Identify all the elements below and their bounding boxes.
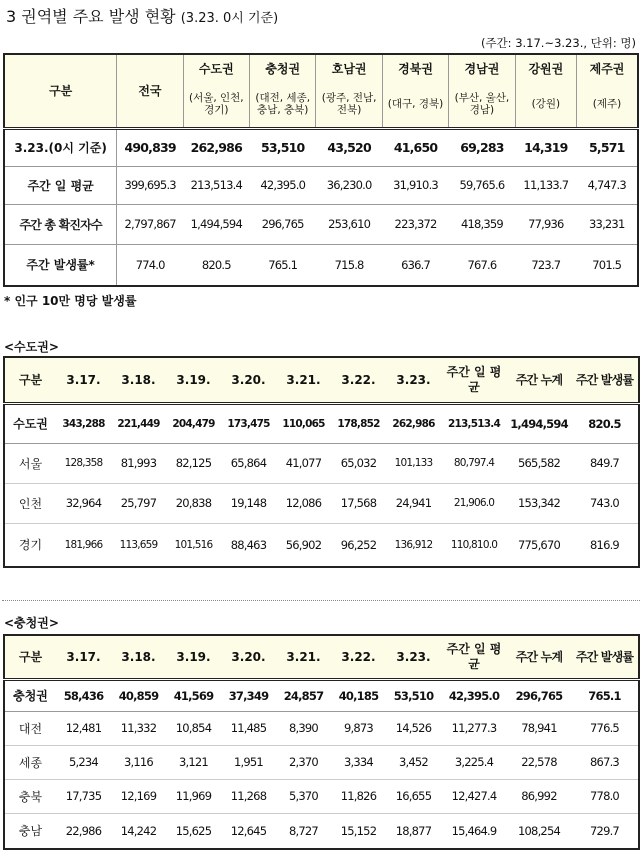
chungcheong-cell: 3,121: [166, 745, 221, 779]
summary-cell: 636.7: [401, 257, 430, 272]
sudo-header-cell: 주간 누계: [507, 357, 571, 403]
summary-cell: 59,765.6: [449, 166, 515, 204]
chungcheong-cell: 17,735: [56, 779, 111, 813]
summary-header-region-sub: (대전, 세종, 충남, 충북): [250, 82, 316, 128]
sudo-row: [4, 443, 639, 483]
sudo-cell: 775,670: [518, 537, 560, 552]
chungcheong-cell: 3,225.4: [441, 745, 507, 779]
sudo-header-cell: 3.23.: [386, 357, 441, 403]
sudo-cell: 343,288: [56, 403, 111, 443]
sudo-cell: 213,513.4: [441, 403, 507, 443]
sudo-cell: 56,902: [285, 537, 322, 552]
chungcheong-row-label: 충남: [18, 824, 43, 839]
sudo-cell: 565,582: [507, 443, 571, 483]
chungcheong-cell: 12,169: [111, 779, 166, 813]
chungcheong-row: [4, 679, 639, 711]
section-title-chungcheong: <충청권>: [4, 616, 59, 630]
chungcheong-header-cell: 3.22.: [331, 635, 386, 679]
chungcheong-cell: 22,578: [507, 745, 571, 779]
sudo-cell: 17,568: [331, 483, 386, 523]
summary-header-region-sub: (강원): [515, 82, 576, 128]
chungcheong-cell: 22,986: [65, 823, 102, 838]
chungcheong-cell: 37,349: [221, 679, 276, 711]
summary-cell: 715.8: [334, 257, 364, 272]
chungcheong-cell: 3,116: [111, 745, 166, 779]
sudo-header-cell: 3.22.: [331, 357, 386, 403]
chungcheong-cell: 78,941: [507, 711, 571, 745]
sudo-cell: 153,342: [507, 483, 571, 523]
chungcheong-header-cell: 3.23.: [386, 635, 441, 679]
chungcheong-table: [3, 634, 640, 850]
sudo-cell: 25,797: [111, 483, 166, 523]
summary-table: [3, 53, 639, 287]
summary-cell: 213,513.4: [183, 166, 249, 204]
sudo-row: [4, 403, 639, 443]
summary-cell: 418,359: [449, 204, 515, 244]
summary-cell: 4,747.3: [577, 166, 638, 204]
summary-cell: 41,650: [382, 128, 448, 166]
summary-row: [4, 166, 638, 204]
summary-header-region: 충청권: [250, 54, 316, 82]
chungcheong-cell: 12,645: [230, 823, 267, 838]
sudo-cell: 65,864: [221, 443, 276, 483]
divider: [2, 600, 640, 601]
chungcheong-cell: 108,254: [518, 823, 560, 838]
summary-cell: 253,610: [316, 204, 382, 244]
sudo-cell: 204,479: [166, 403, 221, 443]
chungcheong-cell: 765.1: [571, 679, 639, 711]
chungcheong-row-label: 충청권: [4, 679, 56, 711]
chungcheong-header-cell: 3.19.: [166, 635, 221, 679]
chungcheong-cell: 5,370: [276, 779, 331, 813]
chungcheong-cell: 15,464.9: [451, 823, 497, 838]
chungcheong-row: [4, 711, 639, 745]
sudo-cell: 20,838: [166, 483, 221, 523]
sudo-cell: 88,463: [230, 537, 267, 552]
sudo-cell: 101,516: [174, 538, 213, 551]
sudo-cell: 849.7: [571, 443, 639, 483]
summary-row-label: 주간 일 평균: [4, 166, 117, 204]
sudo-cell: 743.0: [571, 483, 639, 523]
summary-cell: 11,133.7: [515, 166, 576, 204]
sudo-cell: 1,494,594: [507, 403, 571, 443]
footnote: * 인구 10만 명당 발생률: [4, 294, 137, 308]
page-title: 3 권역별 주요 발생 현황 (3.23. 0시 기준): [6, 7, 279, 26]
summary-cell: 701.5: [592, 257, 622, 272]
chungcheong-row: [4, 745, 639, 779]
summary-cell: 31,910.3: [382, 166, 448, 204]
chungcheong-header-cell: 3.18.: [111, 635, 166, 679]
sudo-header-cell: 3.19.: [166, 357, 221, 403]
sudo-row-label: 경기: [18, 538, 43, 553]
sudo-cell: 96,252: [340, 537, 377, 552]
sudo-cell: 41,077: [276, 443, 331, 483]
summary-header-region: 호남권: [316, 54, 382, 82]
summary-header-region-sub: (제주): [577, 82, 638, 128]
sudo-header-row: [4, 357, 639, 403]
sudo-row-label: 인천: [4, 483, 56, 523]
sudo-table: [3, 356, 640, 568]
summary-header-region: 강원권: [515, 54, 576, 82]
sudo-row: [4, 523, 639, 567]
summary-row: [4, 244, 638, 286]
chungcheong-cell: 18,877: [395, 823, 432, 838]
chungcheong-cell: 14,242: [120, 823, 157, 838]
sudo-cell: 101,133: [386, 443, 441, 483]
sudo-cell: 178,852: [331, 403, 386, 443]
period-note: (주간: 3.17.~3.23., 단위: 명): [480, 36, 636, 50]
chungcheong-cell: 16,655: [386, 779, 441, 813]
summary-cell: 69,283: [449, 128, 515, 166]
chungcheong-cell: 8,727: [289, 823, 318, 838]
chungcheong-cell: 729.7: [590, 823, 619, 838]
sudo-cell: 820.5: [571, 403, 639, 443]
sudo-cell: 173,475: [221, 403, 276, 443]
summary-header-national: 전국: [117, 54, 183, 128]
summary-cell: 42,395.0: [250, 166, 316, 204]
sudo-cell: 262,986: [386, 403, 441, 443]
sudo-cell: 113,659: [119, 538, 158, 551]
chungcheong-row-label: 대전: [4, 711, 56, 745]
summary-row-label: 주간 발생률*: [4, 244, 117, 286]
summary-cell: 33,231: [577, 204, 638, 244]
summary-cell: 1,494,594: [183, 204, 249, 244]
summary-cell: 262,986: [183, 128, 249, 166]
chungcheong-cell: 8,390: [276, 711, 331, 745]
summary-cell: 820.5: [201, 257, 231, 272]
sudo-cell: 65,032: [331, 443, 386, 483]
summary-cell: 767.6: [467, 257, 497, 272]
chungcheong-cell: 40,859: [111, 679, 166, 711]
chungcheong-cell: 12,481: [56, 711, 111, 745]
chungcheong-cell: 15,625: [175, 823, 212, 838]
chungcheong-row: [4, 813, 639, 849]
summary-cell: 36,230.0: [316, 166, 382, 204]
chungcheong-cell: 867.3: [571, 745, 639, 779]
chungcheong-cell: 53,510: [386, 679, 441, 711]
sudo-cell: 110,065: [276, 403, 331, 443]
summary-header-region: 제주권: [577, 54, 638, 82]
chungcheong-cell: 296,765: [507, 679, 571, 711]
chungcheong-cell: 14,526: [386, 711, 441, 745]
chungcheong-header-cell: 구분: [4, 635, 56, 679]
chungcheong-cell: 778.0: [571, 779, 639, 813]
chungcheong-cell: 776.5: [571, 711, 639, 745]
summary-row-label: 주간 총 확진자수: [4, 204, 117, 244]
chungcheong-cell: 11,485: [221, 711, 276, 745]
chungcheong-cell: 40,185: [331, 679, 386, 711]
summary-header-region-sub: (광주, 전남, 전북): [316, 82, 382, 128]
chungcheong-cell: 10,854: [166, 711, 221, 745]
sudo-header-cell: 주간 발생률: [571, 357, 639, 403]
summary-cell: 296,765: [250, 204, 316, 244]
sudo-cell: 181,966: [64, 538, 103, 551]
chungcheong-cell: 41,569: [166, 679, 221, 711]
chungcheong-cell: 3,334: [331, 745, 386, 779]
chungcheong-cell: 12,427.4: [441, 779, 507, 813]
summary-header-label: 구분: [4, 54, 117, 128]
summary-cell: 765.1: [268, 257, 298, 272]
sudo-cell: 136,912: [394, 538, 433, 551]
chungcheong-header-cell: 주간 일 평균: [441, 635, 507, 679]
chungcheong-header-cell: 주간 누계: [507, 635, 571, 679]
summary-cell: 53,510: [250, 128, 316, 166]
summary-cell: 723.7: [531, 257, 561, 272]
section-title-sudo: <수도권>: [4, 340, 59, 354]
summary-header-row: [4, 54, 638, 82]
sudo-cell: 21,906.0: [441, 483, 507, 523]
chungcheong-row: [4, 779, 639, 813]
sudo-cell: 128,358: [56, 443, 111, 483]
chungcheong-cell: 9,873: [331, 711, 386, 745]
summary-header-region-sub: (서울, 인천, 경기): [183, 82, 249, 128]
chungcheong-header-cell: 3.21.: [276, 635, 331, 679]
summary-cell: 223,372: [382, 204, 448, 244]
summary-row: [4, 204, 638, 244]
chungcheong-cell: 11,826: [331, 779, 386, 813]
chungcheong-cell: 11,268: [221, 779, 276, 813]
sudo-row-label: 서울: [4, 443, 56, 483]
sudo-cell: 816.9: [590, 537, 619, 552]
sudo-cell: 32,964: [56, 483, 111, 523]
chungcheong-cell: 58,436: [56, 679, 111, 711]
summary-cell: 774.0: [135, 257, 165, 272]
summary-cell: 2,797,867: [117, 204, 183, 244]
sudo-cell: 82,125: [166, 443, 221, 483]
sudo-header-cell: 구분: [4, 357, 56, 403]
sudo-header-cell: 3.20.: [221, 357, 276, 403]
chungcheong-cell: 42,395.0: [441, 679, 507, 711]
sudo-row-label: 수도권: [4, 403, 56, 443]
chungcheong-cell: 1,951: [221, 745, 276, 779]
chungcheong-row-label: 충북: [4, 779, 56, 813]
chungcheong-cell: 2,370: [276, 745, 331, 779]
chungcheong-header-cell: 3.17.: [56, 635, 111, 679]
chungcheong-cell: 3,452: [386, 745, 441, 779]
summary-cell: 77,936: [515, 204, 576, 244]
sudo-header-cell: 3.18.: [111, 357, 166, 403]
chungcheong-cell: 11,969: [166, 779, 221, 813]
summary-cell: 490,839: [117, 128, 183, 166]
summary-row-label: 3.23.(0시 기준): [4, 128, 117, 166]
summary-header-region: 경남권: [449, 54, 515, 82]
sudo-header-cell: 주간 일 평균: [441, 357, 507, 403]
sudo-header-cell: 3.17.: [56, 357, 111, 403]
summary-header-region-sub: (부산, 울산, 경남): [449, 82, 515, 128]
chungcheong-cell: 15,152: [340, 823, 377, 838]
sudo-header-cell: 3.21.: [276, 357, 331, 403]
sudo-cell: 80,797.4: [441, 443, 507, 483]
sudo-cell: 110,810.0: [450, 538, 498, 551]
chungcheong-header-row: [4, 635, 639, 679]
summary-cell: 5,571: [577, 128, 638, 166]
chungcheong-header-cell: 3.20.: [221, 635, 276, 679]
sudo-cell: 221,449: [111, 403, 166, 443]
summary-header-region: 경북권: [382, 54, 448, 82]
chungcheong-cell: 24,857: [276, 679, 331, 711]
sudo-cell: 12,086: [276, 483, 331, 523]
chungcheong-cell: 86,992: [507, 779, 571, 813]
summary-cell: 14,319: [515, 128, 576, 166]
chungcheong-cell: 11,332: [111, 711, 166, 745]
sudo-row: [4, 483, 639, 523]
sudo-cell: 24,941: [386, 483, 441, 523]
summary-cell: 399,695.3: [117, 166, 183, 204]
sudo-cell: 19,148: [221, 483, 276, 523]
summary-header-region: 수도권: [183, 54, 249, 82]
chungcheong-cell: 11,277.3: [441, 711, 507, 745]
chungcheong-row-label: 세종: [4, 745, 56, 779]
chungcheong-cell: 5,234: [56, 745, 111, 779]
chungcheong-header-cell: 주간 발생률: [571, 635, 639, 679]
sudo-cell: 81,993: [111, 443, 166, 483]
summary-header-region-sub: (대구, 경북): [382, 82, 448, 128]
summary-cell: 43,520: [316, 128, 382, 166]
summary-row: [4, 128, 638, 166]
